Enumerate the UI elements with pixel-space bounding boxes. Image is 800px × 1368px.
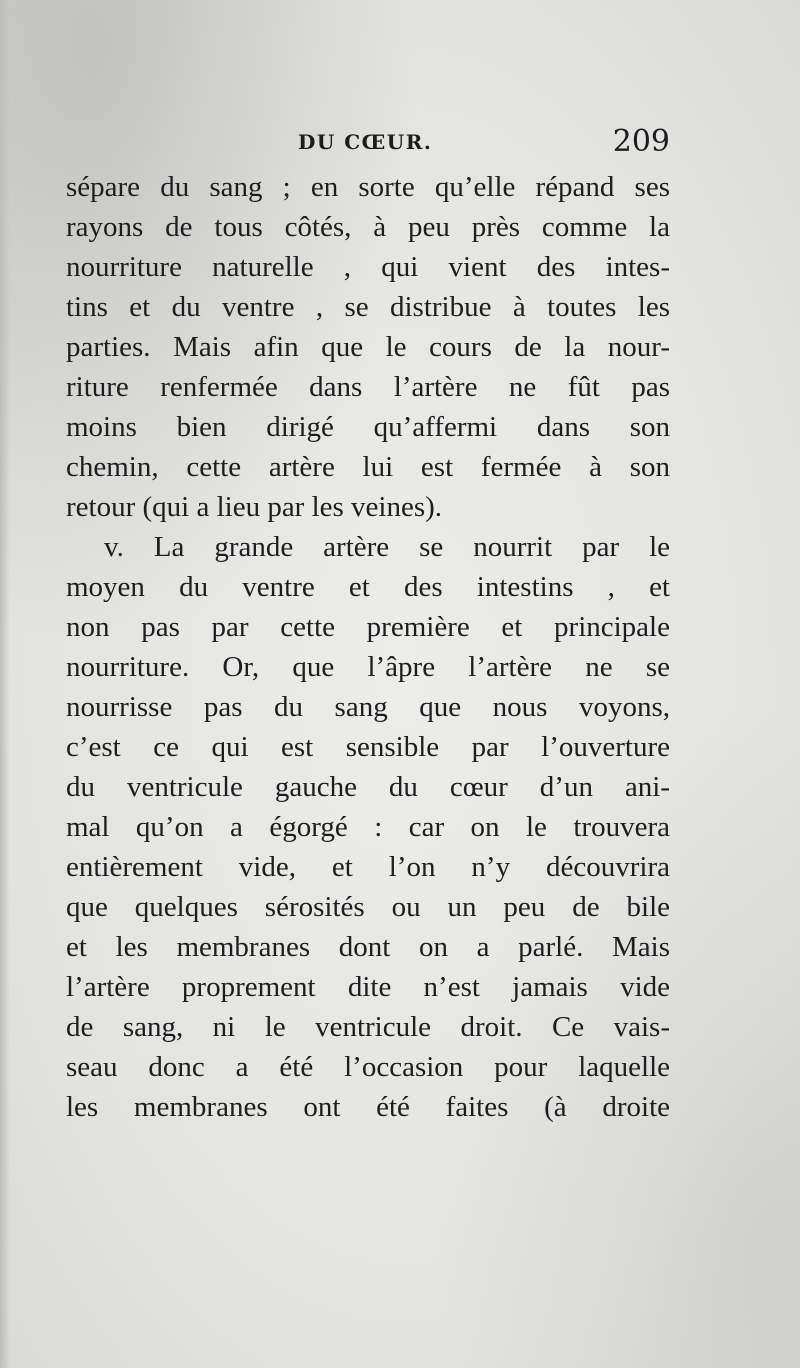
text-line: moins bien dirigé qu’affermi dans son <box>66 411 670 443</box>
text-line: sépare du sang ; en sorte qu’elle répand ses <box>66 171 670 203</box>
text-line: c’est ce qui est sensible par l’ouverture <box>66 731 670 763</box>
text-line: rayons de tous côtés, à peu près comme la <box>66 211 670 243</box>
text-line: que quelques sérosités ou un peu de bile <box>66 891 670 923</box>
text-line: de sang, ni le ventricule droit. Ce vais- <box>66 1011 670 1043</box>
text-line: non pas par cette première et principale <box>66 611 670 643</box>
text-line: parties. Mais afin que le cours de la nour- <box>66 331 670 363</box>
text-line: nourriture. Or, que l’âpre l’artère ne se <box>66 651 670 683</box>
paragraph-start-line: v. La grande artère se nourrit par le <box>104 531 670 563</box>
text-line: seau donc a été l’occasion pour laquelle <box>66 1051 670 1083</box>
text-line: entièrement vide, et l’on n’y découvrira <box>66 851 670 883</box>
page-edge-shadow <box>0 0 10 1368</box>
text-line: mal qu’on a égorgé : car on le trouvera <box>66 811 670 843</box>
text-line: nourriture naturelle , qui vient des intes- <box>66 251 670 283</box>
text-line: tins et du ventre , se distribue à toutes les <box>66 291 670 323</box>
running-head-title: DU CŒUR. <box>298 130 433 154</box>
text-line: chemin, cette artère lui est fermée à son <box>66 451 670 483</box>
running-head <box>0 124 800 168</box>
text-line: moyen du ventre et des intestins , et <box>66 571 670 603</box>
text-line: les membranes ont été faites (à droite <box>66 1091 670 1123</box>
text-line: et les membranes dont on a parlé. Mais <box>66 931 670 963</box>
text-line: du ventricule gauche du cœur d’un ani- <box>66 771 670 803</box>
text-line: riture renfermée dans l’artère ne fût pas <box>66 371 670 403</box>
page-number: 209 <box>612 124 670 159</box>
text-line: l’artère proprement dite n’est jamais vide <box>66 971 670 1003</box>
text-line: retour (qui a lieu par les veines). <box>66 491 443 523</box>
text-line: nourrisse pas du sang que nous voyons, <box>66 691 670 723</box>
